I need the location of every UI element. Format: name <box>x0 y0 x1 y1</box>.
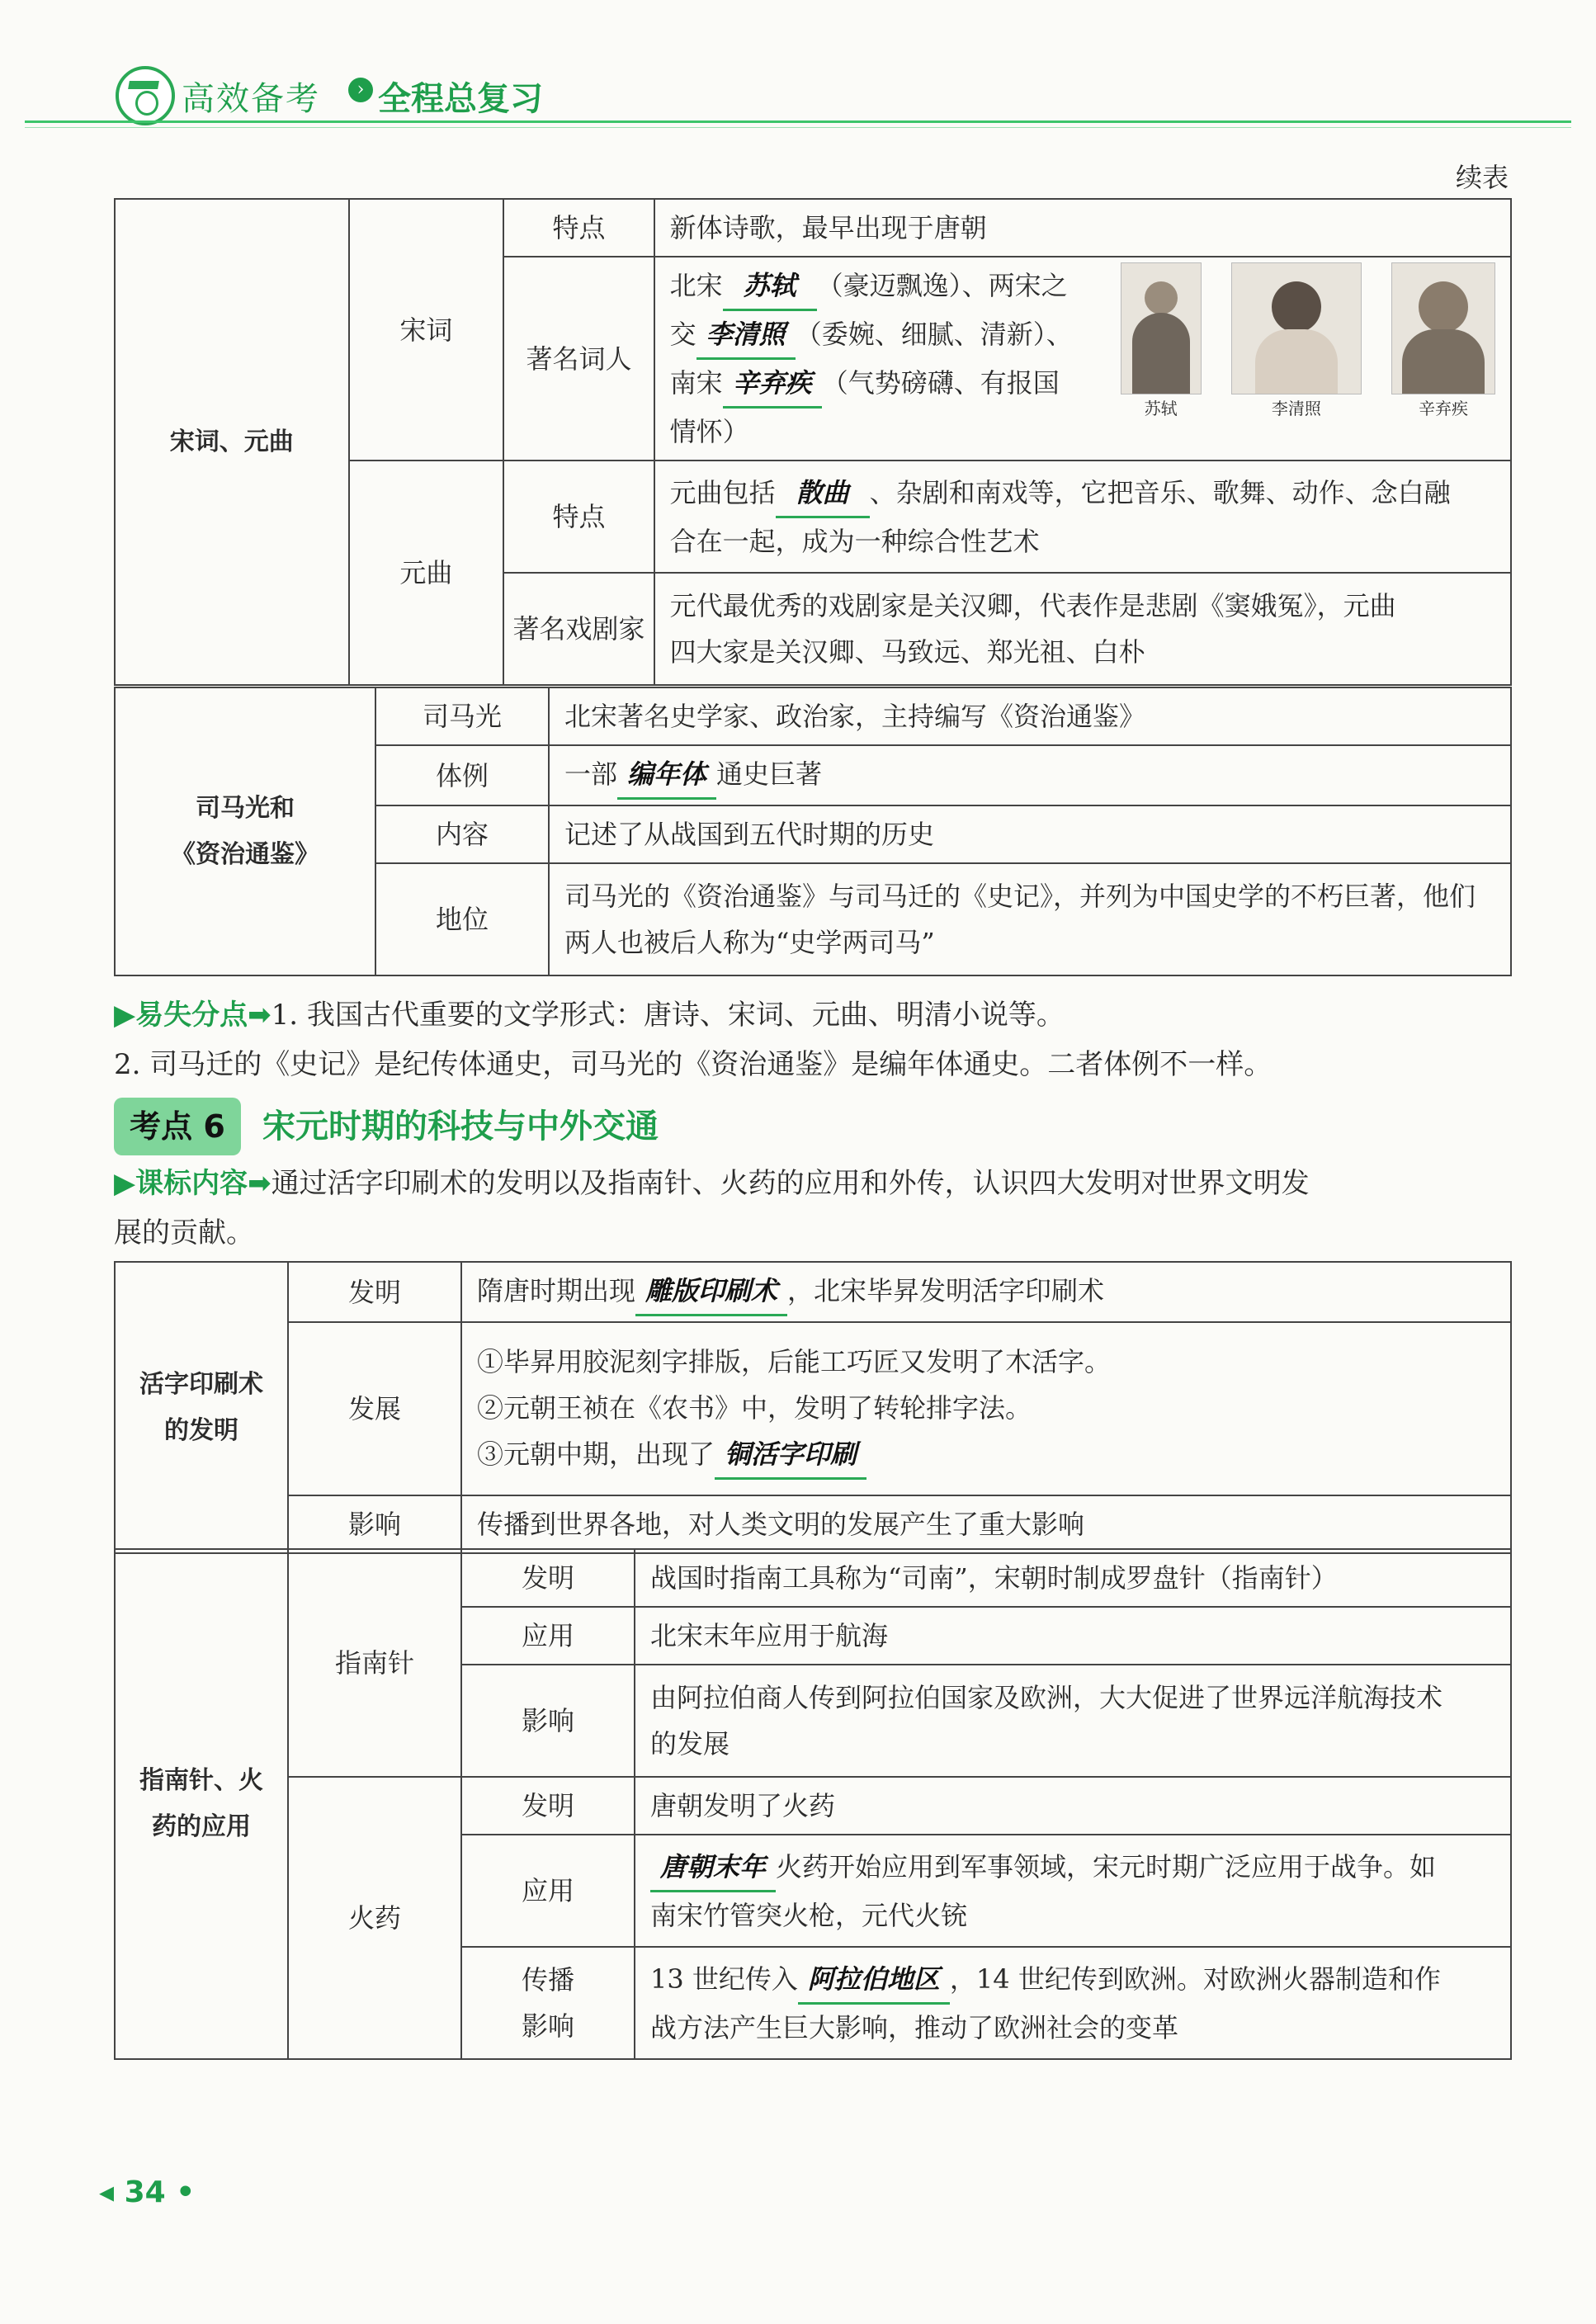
fill-blank: 编年体 <box>617 751 716 800</box>
label-yuanqu-tedian: 特点 <box>503 461 654 573</box>
label-compass-influence: 影响 <box>461 1665 635 1777</box>
label-dramatists: 著名戏剧家 <box>503 573 654 685</box>
portrait-su-shi: 苏轼 <box>1121 262 1202 423</box>
famous-poets-cell: 北宋 苏轼 （豪迈飘逸）、两宋之 交 李清照 （委婉、细腻、清新）、 南宋 辛弃疾 （气势磅礴、有报国 情怀） 苏轼 李清照 辛弃疾 <box>654 257 1511 461</box>
gunpowder-invention-text: 唐朝发明了火药 <box>635 1777 1511 1835</box>
invention-text: 隋唐时期出现 雕版印刷术 ，北宋毕昇发明活字印刷术 <box>461 1262 1511 1322</box>
portrait-li-qingzhao: 李清照 <box>1231 262 1362 423</box>
fill-blank: 雕版印刷术 <box>635 1268 787 1316</box>
label-tedian: 特点 <box>503 199 654 257</box>
influence-text: 传播到世界各地，对人类文明的发展产生了重大影响 <box>461 1495 1511 1553</box>
portrait-xin-qiji: 辛弃疾 <box>1391 262 1495 423</box>
section-title: 宋元时期的科技与中外交通 <box>262 1108 659 1145</box>
category-songci-yuanqu: 宋词、元曲 <box>115 199 349 685</box>
subcat-songci: 宋词 <box>349 199 504 461</box>
sima-guang-text: 北宋著名史学家、政治家，主持编写《资治通鉴》 <box>549 687 1511 745</box>
development-text: ①毕昇用胶泥刻字排版，后能工巧匠又发明了木活字。 ②元朝王祯在《农书》中，发明了转轮排字法。 ③元朝中期，出现了 铜活字印刷 <box>461 1322 1511 1495</box>
fill-blank: 唐朝末年 <box>650 1844 776 1892</box>
fill-blank: 铜活字印刷 <box>715 1431 866 1480</box>
label-compass-application: 应用 <box>461 1607 635 1665</box>
student-logo-icon <box>116 66 175 125</box>
subcat-compass: 指南针 <box>288 1549 461 1777</box>
fill-blank: 苏轼 <box>723 262 817 311</box>
compass-influence-text: 由阿拉伯商人传到阿拉伯国家及欧洲，大大促进了世界远洋航海技术 的发展 <box>635 1665 1511 1777</box>
compass-application-text: 北宋末年应用于航海 <box>635 1607 1511 1665</box>
page-number: ◂ 34 • <box>99 2175 196 2209</box>
fill-blank: 辛弃疾 <box>723 360 822 409</box>
compass-invention-text: 战国时指南工具称为“司南”，宋朝时制成罗盘针（指南针） <box>635 1549 1511 1607</box>
label-tili: 体例 <box>375 745 549 805</box>
yuanqu-feature: 元曲包括 散曲 、杂剧和南戏等，它把音乐、歌舞、动作、念白融 合在一起，成为一种综合性艺术 <box>654 461 1511 573</box>
label-gunpowder-application: 应用 <box>461 1835 635 1947</box>
tili-text: 一部 编年体 通史巨著 <box>549 745 1511 805</box>
printing-table <box>114 1261 1512 1554</box>
curriculum-note: ▶课标内容➡通过活字印刷术的发明以及指南针、火药的应用和外传，认识四大发明对世界文明发 展的贡献。 <box>114 1167 1310 1249</box>
category-printing: 活字印刷术 的发明 <box>115 1262 288 1553</box>
neirong-text: 记述了从战国到五代时期的历史 <box>549 805 1511 863</box>
songci-feature: 新体诗歌，最早出现于唐朝 <box>654 199 1511 257</box>
zizhi-tongjian-table <box>114 687 1512 976</box>
label-invention: 发明 <box>288 1262 461 1322</box>
subcat-gunpowder: 火药 <box>288 1777 461 2059</box>
gunpowder-application-text: 唐朝末年 火药开始应用到军事领域，宋元时期广泛应用于战争。如 南宋竹管突火枪，元代火铳 <box>635 1835 1511 1947</box>
continued-label: 续表 <box>1455 162 1509 193</box>
dramatists-text: 元代最优秀的戏剧家是关汉卿，代表作是悲剧《窦娥冤》，元曲 四大家是关汉卿、马致远、郑光祖、白朴 <box>654 573 1511 685</box>
literature-table <box>114 198 1512 686</box>
easy-mistake-tag: ▶易失分点➡ <box>114 999 272 1032</box>
label-gunpowder-spread: 传播 影响 <box>461 1947 635 2059</box>
curriculum-tag: ▶课标内容➡ <box>114 1167 272 1200</box>
subcat-yuanqu: 元曲 <box>349 461 504 685</box>
label-development: 发展 <box>288 1322 461 1495</box>
label-compass-invention: 发明 <box>461 1549 635 1607</box>
category-compass-gunpowder: 指南针、火 药的应用 <box>115 1549 288 2059</box>
page-left-marker-icon: ◂ <box>99 2175 125 2209</box>
section-label: 考点 6 <box>114 1098 241 1155</box>
easy-mistake-note: ▶易失分点➡1. 我国古代重要的文学形式：唐诗、宋词、元曲、明清小说等。 2. 司马迁的《史记》是纪传体通史，司马光的《资治通鉴》是编年体通史。二者体例不一样。 <box>114 999 1273 1081</box>
fill-blank: 阿拉伯地区 <box>798 1956 950 2005</box>
compass-gunpowder-table <box>114 1548 1512 2060</box>
brand-title: 高效备考 <box>182 80 320 118</box>
page-header <box>25 58 1571 140</box>
fill-blank: 散曲 <box>776 470 870 518</box>
label-influence: 影响 <box>288 1495 461 1553</box>
label-neirong: 内容 <box>375 805 549 863</box>
label-famous-poets: 著名词人 <box>503 257 654 461</box>
label-gunpowder-invention: 发明 <box>461 1777 635 1835</box>
gunpowder-spread-text: 13 世纪传入 阿拉伯地区 ，14 世纪传到欧洲。对欧洲火器制造和作 战方法产生巨大影响，推动了欧洲社会的变革 <box>635 1947 1511 2059</box>
fill-blank: 李清照 <box>696 311 796 360</box>
brand-subtitle: 全程总复习 <box>378 80 543 118</box>
label-sima-guang: 司马光 <box>375 687 549 745</box>
label-diwei: 地位 <box>375 863 549 975</box>
category-zizhi-tongjian: 司马光和 《资治通鉴》 <box>115 687 375 975</box>
arrow-right-icon: › <box>348 78 373 102</box>
diwei-text: 司马光的《资治通鉴》与司马迁的《史记》，并列为中国史学的不朽巨著，他们 两人也被后人称为“史学两司马” <box>549 863 1511 975</box>
